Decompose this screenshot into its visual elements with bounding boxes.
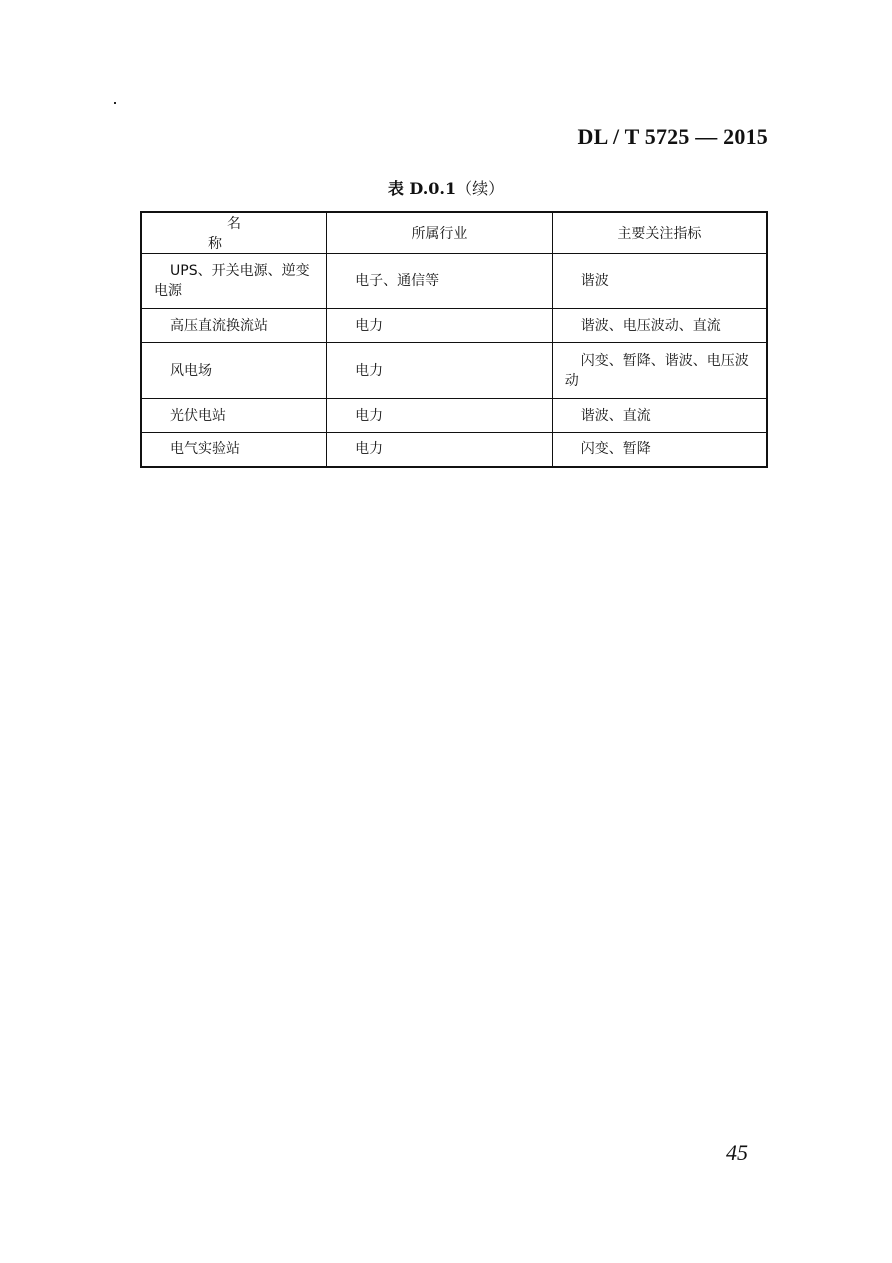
standard-code: DL / T 5725 — 2015 (577, 124, 768, 149)
cell-name: 高压直流换流站 (141, 309, 327, 343)
cell-industry: 电力 (327, 399, 553, 433)
indicator-table (140, 211, 768, 468)
table-caption-continued: （续） (456, 179, 505, 198)
table-row (141, 343, 767, 399)
table-row (141, 254, 767, 309)
scan-speck (114, 102, 116, 104)
table-row (141, 433, 767, 467)
table-row (141, 309, 767, 343)
cell-indicators: 闪变、暂降 (552, 433, 767, 467)
cell-industry: 电力 (327, 433, 553, 467)
cell-name: 电气实验站 (141, 433, 327, 467)
cell-indicators: 谐波、电压波动、直流 (552, 309, 767, 343)
table-row (141, 399, 767, 433)
page-number: 45 (726, 1140, 748, 1165)
cell-industry: 电力 (327, 309, 553, 343)
table-caption (0, 176, 892, 199)
cell-industry: 电力 (327, 343, 553, 399)
table-header-row (141, 212, 767, 254)
cell-indicators: 谐波 (552, 254, 767, 309)
column-header-indicators: 主要关注指标 (552, 212, 767, 254)
column-header-industry: 所属行业 (327, 212, 553, 254)
cell-name: UPS、开关电源、逆变电源 (141, 254, 327, 309)
cell-name: 光伏电站 (141, 399, 327, 433)
cell-name: 风电场 (141, 343, 327, 399)
cell-indicators: 闪变、暂降、谐波、电压波动 (552, 343, 767, 399)
column-header-name: 名 称 (141, 212, 327, 254)
cell-indicators: 谐波、直流 (552, 399, 767, 433)
table-caption-title: 表 D.0.1 (387, 179, 457, 198)
cell-industry: 电子、通信等 (327, 254, 553, 309)
